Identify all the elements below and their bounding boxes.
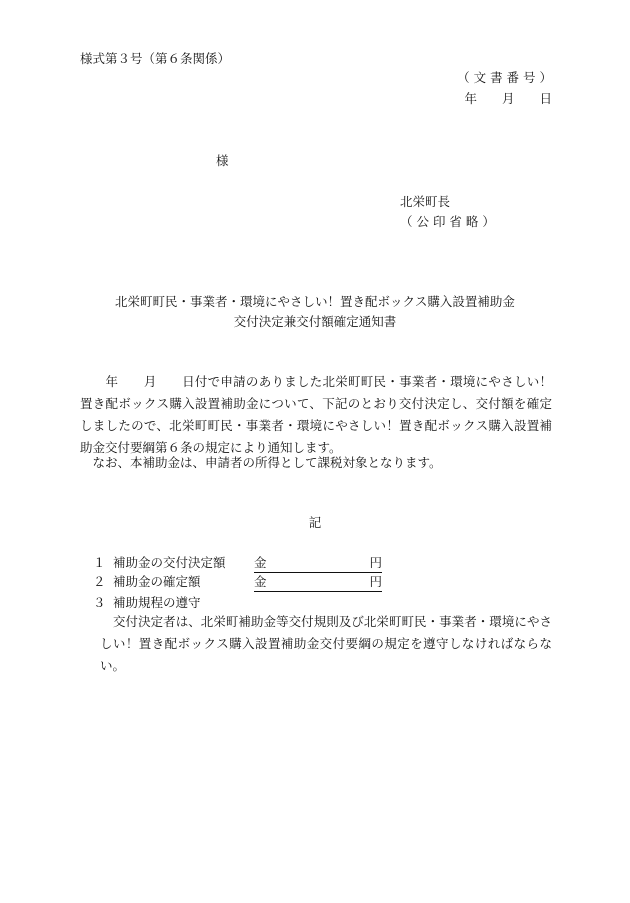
amount-field-confirmed (254, 573, 382, 592)
body-paragraph-1: 年 月 日付で申請のありました北栄町町民・事業者・環境にやさしい！置き配ボックス購入設置補助金について、下記のとおり交付決定し、交付額を確定しましたので、北栄町町民・事業者・環境にやさしい！置き配ボックス購入設置補助金交付要綱第６条の規定により通知します。 (80, 374, 552, 455)
item-label-grant-decision-amount: 補助金の交付決定額 (113, 555, 226, 570)
seal-omitted: （ 公 印 省 略 ） (400, 214, 495, 229)
body-paragraph-2: なお、本補助金は、申請者の所得として課税対象となります。 (80, 455, 442, 470)
compliance-text: 交付決定者は、北栄町補助金等交付規則及び北栄町町民・事業者・環境にやさしい！置き配ボックス購入設置補助金交付要綱の規定を遵守しなければならない。 (100, 614, 552, 673)
notice-heading: 記 (308, 515, 322, 530)
item-number: ２ (93, 574, 106, 589)
currency-prefix: 金 (254, 574, 267, 589)
document-number: （ 文 書 番 号 ） (457, 70, 552, 85)
sender-name: 北栄町長 (400, 194, 451, 209)
item-label-compliance: 補助規程の遵守 (113, 595, 201, 610)
recipient-honorific: 様 (216, 153, 229, 168)
document-title-line2: 交付決定兼交付額確定通知書 (233, 314, 397, 329)
document-title-line1: 北栄町町民・事業者・環境にやさしい！置き配ボックス購入設置補助金 (115, 294, 515, 309)
issue-date: 年 月 日 (464, 91, 552, 106)
item-label-confirmed-amount: 補助金の確定額 (113, 574, 201, 589)
item-number: １ (93, 555, 106, 570)
currency-prefix: 金 (254, 555, 267, 570)
amount-field-decision (254, 554, 382, 573)
currency-suffix: 円 (369, 555, 382, 570)
currency-suffix: 円 (369, 574, 382, 589)
form-number: 様式第３号（第６条関係） (80, 51, 231, 66)
item-number: ３ (93, 595, 106, 610)
